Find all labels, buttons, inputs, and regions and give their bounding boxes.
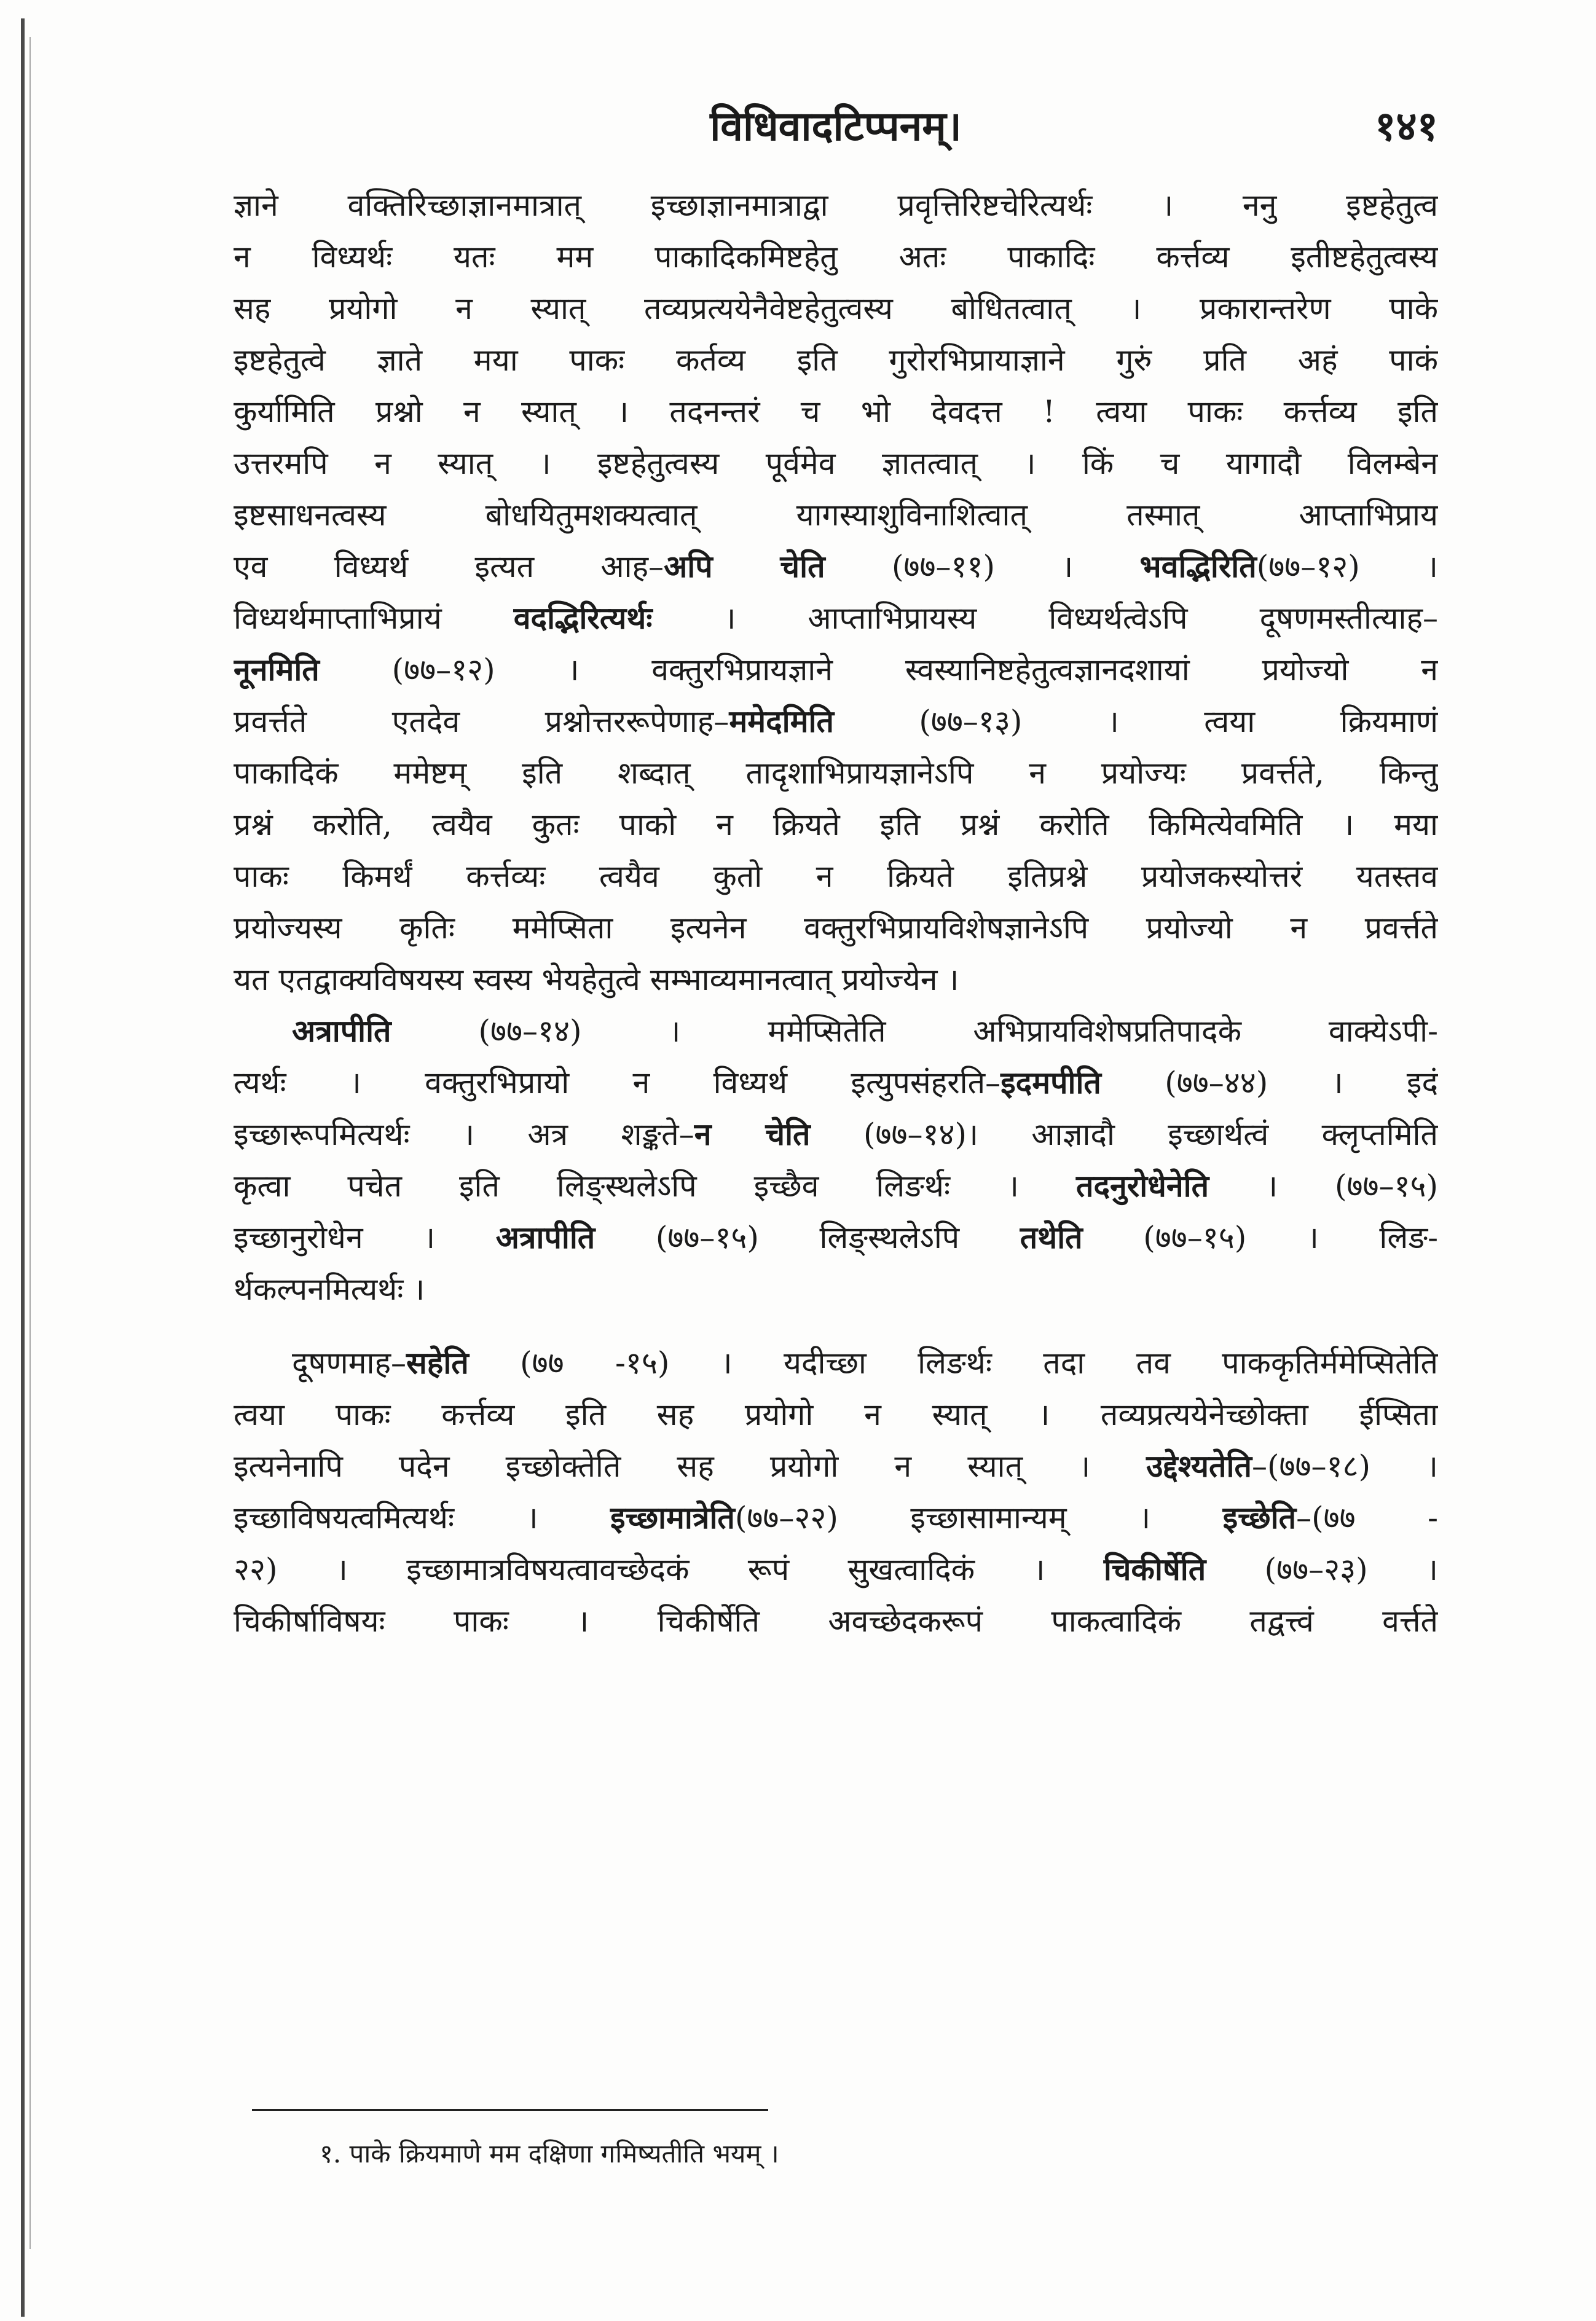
- lemma-bold: नूनमिति: [234, 651, 320, 688]
- text-segment: विध्यर्थमाप्ताभिप्रायं: [234, 600, 514, 636]
- text-segment: पाकादिकं ममेष्टम् इति शब्दात् तादृशाभिप्रायज्ञानेऽपि न प्रयोज्यः प्रवर्त्तते, किन्तु: [234, 755, 1438, 791]
- text-segment: (७७–१२) ।: [1256, 549, 1438, 584]
- text-segment: । आप्ताभिप्रायस्य विध्यर्थत्वेऽपि दूषणमस्तीत्याह–: [652, 600, 1438, 636]
- lemma-bold: सहेति: [406, 1345, 469, 1381]
- text-segment: न विध्यर्थः यतः मम पाकादिकमिष्टहेतु अतः पाकादिः कर्त्तव्य इतीष्टहेतुत्वस्य: [234, 239, 1438, 275]
- page-header: [234, 92, 1438, 160]
- text-segment: एव विध्यर्थ इत्यत आह–: [234, 549, 664, 584]
- text-segment: इष्टहेतुत्वे ज्ञाते मया पाकः कर्तव्य इति गुरोरभिप्रायाज्ञाने गुरुं प्रति अहं पाकं: [234, 342, 1438, 378]
- text-line: [234, 1005, 1438, 1057]
- text-line: [234, 438, 1438, 489]
- footnote-rule: [252, 2109, 768, 2111]
- text-segment: (७७–१३) । त्वया क्रियमाणं: [833, 704, 1438, 739]
- lemma-bold: इदमपीति: [1000, 1064, 1101, 1101]
- text-segment: (७७–२२) इच्छासामान्यम् ।: [734, 1500, 1223, 1536]
- text-line: [234, 1492, 1438, 1544]
- text-line: [234, 644, 1438, 696]
- lemma-bold: तथेति: [1020, 1219, 1083, 1255]
- text-segment: इच्छाविषयत्वमित्यर्थः ।: [234, 1500, 611, 1536]
- text-segment: (७७–१२) । वक्तुरभिप्रायज्ञाने स्वस्यानिष्टहेतुत्वज्ञानदशायां प्रयोज्यो न: [319, 652, 1438, 688]
- text-line: [234, 1440, 1438, 1492]
- lemma-bold: भवद्भिरिति: [1139, 548, 1257, 584]
- lemma-bold: इच्छेति: [1222, 1499, 1297, 1536]
- text-segment: दूषणमाह–: [292, 1345, 406, 1381]
- lemma-bold: अपि चेति: [664, 548, 825, 584]
- text-line: [234, 1109, 1438, 1160]
- text-segment: प्रवर्त्तते एतदेव प्रश्नोत्तररूपेणाह–: [234, 704, 729, 739]
- lemma-bold: वदद्भिरित्यर्थः: [513, 600, 653, 636]
- page-number: १४१: [1375, 102, 1438, 150]
- text-line: [234, 334, 1438, 386]
- text-segment: (७७–१४)। आज्ञादौ इच्छार्थत्वं क्लृप्तमिति: [810, 1117, 1438, 1152]
- lemma-bold: तदनुरोधेनेति: [1075, 1168, 1209, 1204]
- body-text: [234, 179, 1438, 1647]
- text-segment: (७७–२३) ।: [1206, 1552, 1438, 1587]
- text-line: [234, 1595, 1438, 1647]
- text-line: [234, 954, 1438, 1005]
- text-line: [234, 489, 1438, 541]
- text-segment: –(७७ -: [1296, 1500, 1438, 1536]
- text-segment: प्रयोज्यस्य कृतिः ममेप्सिता इत्यनेन वक्तुरभिप्रायविशेषज्ञानेऽपि प्रयोज्यो न प्रवर्त्तते: [234, 910, 1438, 946]
- text-line: [234, 1544, 1438, 1595]
- text-line: [234, 799, 1438, 850]
- text-line: [234, 850, 1438, 902]
- lemma-bold: इच्छामात्रेति: [610, 1499, 735, 1536]
- text-segment: प्रश्नं करोति, त्वयैव कुतः पाको न क्रियते इति प्रश्नं करोति किमित्येवमिति । मया: [234, 807, 1438, 842]
- paragraph: [234, 179, 1438, 1005]
- text-line: [234, 747, 1438, 799]
- text-line: [234, 1337, 1438, 1389]
- paragraph: [234, 1337, 1438, 1647]
- text-segment: कृत्वा पचेत इति लिङ्स्थलेऽपि इच्छैव लिङर्थः ।: [234, 1168, 1076, 1204]
- text-segment: (७७–११) ।: [825, 549, 1140, 584]
- text-line: [234, 231, 1438, 283]
- text-segment: (७७–१४) । ममेप्सितेति अभिप्रायविशेषप्रतिपादके वाक्येऽपी-: [391, 1013, 1438, 1049]
- text-segment: (७७–४४) । इदं: [1101, 1065, 1438, 1101]
- text-segment: चिकीर्षाविषयः पाकः । चिकीर्षेति अवच्छेदकरूपं पाकत्वादिकं तद्वत्त्वं वर्त्तते: [234, 1603, 1438, 1639]
- text-segment: (७७ -१५) । यदीच्छा लिङर्थः तदा तव पाककृतिर्ममेप्सितेति: [468, 1345, 1438, 1381]
- lemma-bold: न चेति: [694, 1116, 811, 1152]
- lemma-bold: उद्देश्यतेति: [1146, 1448, 1252, 1484]
- text-line: [234, 386, 1438, 438]
- text-line: [234, 696, 1438, 747]
- text-segment: ज्ञाने वक्तिरिच्छाज्ञानमात्रात् इच्छाज्ञानमात्राद्वा प्रवृत्तिरिष्टचेरित्यर्थः । ननु इष्टहेतुत्व: [234, 187, 1438, 223]
- text-line: [234, 179, 1438, 231]
- text-segment: त्यर्थः । वक्तुरभिप्रायो न विध्यर्थ इत्युपसंहरति–: [234, 1065, 1001, 1101]
- footnote: १. पाके क्रियमाणे मम दक्षिणा गमिष्यतीति भयम् ।: [320, 2138, 779, 2169]
- text-line: [234, 902, 1438, 954]
- text-line: [234, 1160, 1438, 1212]
- page-binding-edge: [21, 18, 25, 2317]
- text-line: [234, 1389, 1438, 1440]
- text-segment: (७७–१५) लिङ्स्थलेऽपि: [595, 1220, 1020, 1255]
- text-segment: २२) । इच्छामात्रविषयत्वावच्छेदकं रूपं सुखत्वादिकं ।: [234, 1552, 1104, 1587]
- text-segment: । (७७–१५): [1209, 1168, 1438, 1204]
- text-segment: त्वया पाकः कर्त्तव्य इति सह प्रयोगो न स्यात् । तव्यप्रत्ययेनेच्छोक्ता ईप्सिता: [234, 1397, 1438, 1432]
- text-segment: इच्छारूपमित्यर्थः । अत्र शङ्कते–: [234, 1117, 694, 1152]
- text-line: [234, 283, 1438, 334]
- text-line: [234, 1212, 1438, 1263]
- text-segment: –(७७–१८) ।: [1251, 1448, 1438, 1484]
- text-segment: (७७–१५) । लिङ-: [1082, 1220, 1438, 1255]
- text-segment: उत्तरमपि न स्यात् । इष्टहेतुत्वस्य पूर्वमेव ज्ञातत्वात् । किं च यागादौ विलम्बेन: [234, 446, 1438, 481]
- paragraph-gap: [234, 1315, 1438, 1337]
- text-segment: पाकः किमर्थं कर्त्तव्यः त्वयैव कुतो न क्रियते इतिप्रश्ने प्रयोजकस्योत्तरं यतस्तव: [234, 858, 1438, 894]
- lemma-bold: अत्रापीति: [495, 1219, 596, 1255]
- text-line: [234, 541, 1438, 592]
- text-line: [234, 1263, 1438, 1315]
- text-segment: इष्टसाधनत्वस्य बोधयितुमशक्यत्वात् यागस्याशुविनाशित्वात् तस्मात् आप्ताभिप्राय: [234, 497, 1438, 533]
- lemma-bold: अत्रापीति: [292, 1013, 391, 1049]
- text-segment: सह प्रयोगो न स्यात् तव्यप्रत्ययेनैवेष्टहेतुत्वस्य बोधितत्वात् । प्रकारान्तरेण पाके: [234, 291, 1438, 326]
- text-line: [234, 1057, 1438, 1109]
- page-binding-shadow: [29, 37, 31, 2249]
- text-segment: इत्यनेनापि पदेन इच्छोक्तेति सह प्रयोगो न स्यात् ।: [234, 1448, 1147, 1484]
- lemma-bold: ममेदमिति: [729, 703, 834, 739]
- text-segment: यत एतद्वाक्यविषयस्य स्वस्य भेयहेतुत्वे सम्भाव्यमानत्वात् प्रयोज्येन ।: [234, 962, 959, 997]
- paragraph: [234, 1005, 1438, 1315]
- text-segment: इच्छानुरोधेन ।: [234, 1220, 496, 1255]
- text-line: [234, 592, 1438, 644]
- running-title: विधिवादटिप्पनम्।: [710, 102, 962, 150]
- text-segment: कुर्यामिति प्रश्नो न स्यात् । तदनन्तरं च भो देवदत्त ! त्वया पाकः कर्त्तव्य इति: [234, 394, 1438, 430]
- lemma-bold: चिकीर्षेति: [1103, 1551, 1206, 1587]
- text-segment: र्थकल्पनमित्यर्थः ।: [234, 1271, 425, 1307]
